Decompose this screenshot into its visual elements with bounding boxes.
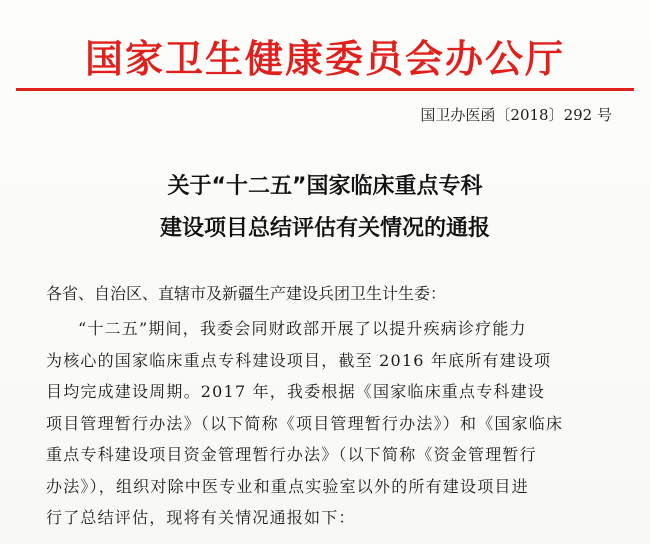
title-line-1: 关于“十二五”国家临床重点专科: [167, 174, 483, 199]
document-title: [0, 166, 650, 250]
body-line: 重点专科建设项目资金管理暂行办法》（以下简称《资金管理暂行: [46, 445, 537, 464]
title-line-2: 建设项目总结评估有关情况的通报: [159, 216, 490, 241]
body-line: 为核心的国家临床重点专科建设项目，截至 2016 年底所有建设项: [46, 350, 552, 370]
body-line: 目均完成建设周期。2017 年，我委根据《国家临床重点专科建设: [46, 382, 546, 401]
agency-letterhead: 国家卫生健康委员会办公厅: [84, 37, 565, 81]
body-line: 办法》），组织对除中医专业和重点实验室以外的所有建设项目进: [46, 476, 529, 496]
body-line: 项目管理暂行办法》（以下简称《项目管理暂行办法》）和《国家临床: [46, 413, 564, 433]
document-number: 国卫办医函〔2018〕292 号: [420, 106, 612, 124]
letterhead-red-rule: [16, 88, 634, 91]
body-line: 行了总结评估，现将有关情况通报如下：: [46, 508, 356, 527]
body-paragraph: [46, 313, 616, 534]
body-line: “十二五”期间，我委会同财政部开展了以提升疾病诊疗能力: [78, 319, 527, 338]
salutation: 各省、自治区、直辖市及新疆生产建设兵团卫生计生委：: [46, 284, 447, 303]
